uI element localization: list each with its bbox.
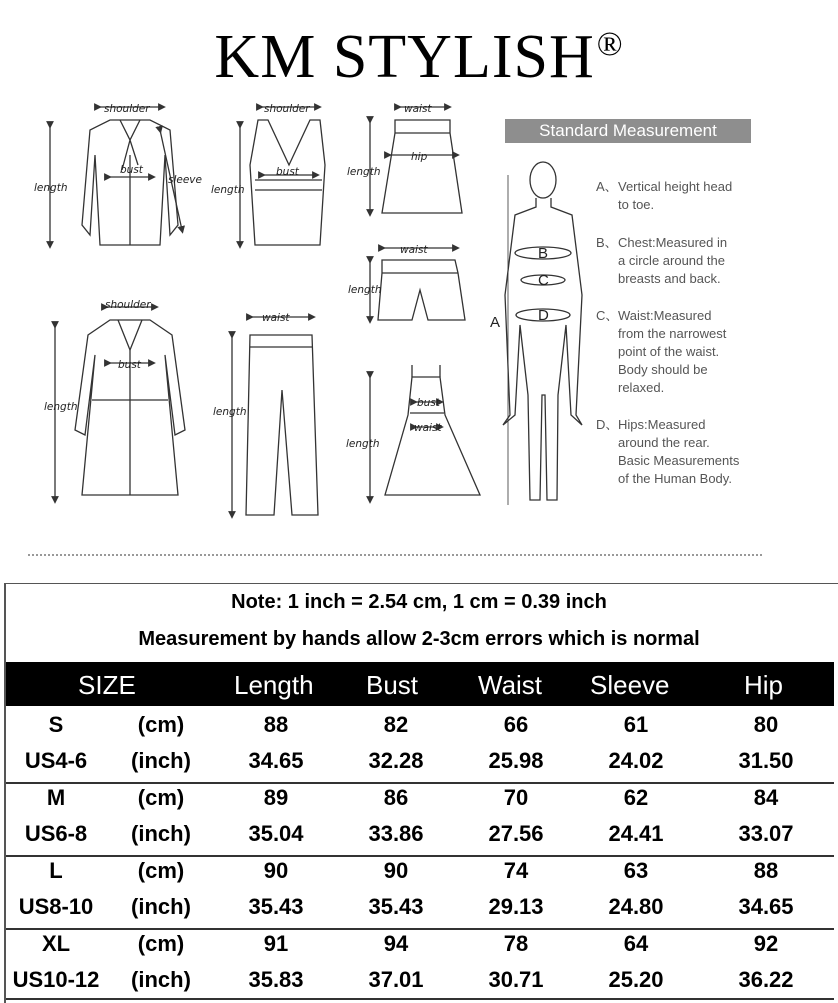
svg-text:B: B	[538, 245, 549, 262]
brand-title: KM STYLISH®	[214, 23, 624, 91]
measurement-value: 86	[383, 785, 409, 810]
svg-text:length: length	[213, 406, 247, 418]
measurement-value: 33.07	[738, 821, 794, 846]
svg-text:bust: bust	[118, 359, 141, 371]
measurement-value: 34.65	[738, 894, 794, 919]
unit-label: (cm)	[137, 785, 185, 810]
std-item-c: C、 Waist:Measured from the narrowest point of the waist. Body should be relaxed.	[596, 308, 727, 395]
measurement-value: 61	[623, 712, 649, 737]
svg-text:waist: waist	[404, 103, 432, 115]
measurement-value: 35.04	[248, 821, 304, 846]
measurement-value: 78	[503, 931, 529, 956]
measurement-value: 88	[753, 858, 779, 883]
svg-text:bust: bust	[120, 164, 143, 176]
measurement-value: 30.71	[488, 967, 544, 992]
size-label: M	[46, 785, 66, 810]
measurement-value: 35.83	[248, 967, 304, 992]
header-length: Length	[234, 670, 314, 700]
measurement-value: 27.56	[488, 821, 544, 846]
note-errors: Measurement by hands allow 2-3cm errors which is normal	[138, 628, 700, 650]
unit-label: (inch)	[131, 894, 191, 919]
row-divider	[6, 998, 834, 1000]
svg-text:shoulder: shoulder	[104, 103, 150, 115]
std-item-a: A、 Vertical height head to toe.	[596, 179, 733, 212]
measurement-value: 74	[503, 858, 529, 883]
measurement-value: 92	[753, 931, 779, 956]
human-body-sketch	[503, 162, 582, 505]
header-waist: Waist	[478, 670, 543, 700]
svg-text:D: D	[538, 307, 549, 324]
header-bust: Bust	[366, 670, 419, 700]
note-conversion: Note: 1 inch = 2.54 cm, 1 cm = 0.39 inch	[231, 591, 607, 613]
measurement-value: 62	[623, 785, 649, 810]
std-item-d: D、 Hips:Measured around the rear. Basic Measurements of the Human Body.	[596, 417, 740, 486]
measurement-value: 24.02	[608, 748, 664, 773]
measurement-value: 82	[383, 712, 409, 737]
unit-label: (inch)	[131, 967, 191, 992]
dotted-divider	[28, 554, 762, 556]
measurement-value: 24.41	[608, 821, 664, 846]
measurement-value: 70	[503, 785, 529, 810]
svg-text:shoulder: shoulder	[264, 103, 310, 115]
measurement-value: 36.22	[738, 967, 794, 992]
header-hip: Hip	[744, 670, 784, 700]
us-size: US6-8	[24, 821, 88, 846]
unit-label: (inch)	[131, 748, 191, 773]
svg-text:length: length	[347, 166, 381, 178]
svg-text:length: length	[34, 182, 68, 194]
measurement-value: 25.20	[608, 967, 664, 992]
blouse-sketch	[50, 107, 182, 245]
size-label: XL	[41, 931, 71, 956]
svg-text:C: C	[538, 272, 549, 289]
svg-text:length: length	[211, 184, 245, 196]
header-sleeve: Sleeve	[590, 670, 670, 700]
svg-text:length: length	[44, 401, 78, 413]
measurement-value: 90	[263, 858, 289, 883]
unit-label: (cm)	[137, 858, 185, 883]
measurement-value: 91	[263, 931, 289, 956]
measurement-value: 37.01	[368, 967, 424, 992]
measurement-value: 24.80	[608, 894, 664, 919]
measurement-value: 64	[623, 931, 649, 956]
measurement-value: 90	[383, 858, 409, 883]
measurement-value: 66	[503, 712, 529, 737]
us-size: US10-12	[12, 967, 100, 992]
unit-label: (cm)	[137, 931, 185, 956]
std-item-b: B、 Chest:Measured in a circle around the breasts and back.	[596, 235, 728, 286]
svg-text:waist: waist	[400, 244, 428, 256]
measurement-value: 88	[263, 712, 289, 737]
svg-text:hip: hip	[411, 151, 428, 163]
measurement-value: 25.98	[488, 748, 544, 773]
svg-text:A: A	[490, 314, 501, 331]
unit-label: (cm)	[137, 712, 185, 737]
svg-text:shoulder: shoulder	[105, 299, 151, 311]
svg-text:length: length	[348, 284, 382, 296]
measurement-value: 80	[753, 712, 779, 737]
svg-text:bust: bust	[417, 397, 440, 409]
standard-measurement-heading: Standard Measurement	[505, 119, 751, 143]
shorts-sketch	[370, 248, 465, 320]
header-size: SIZE	[78, 670, 136, 700]
svg-text:length: length	[346, 438, 380, 450]
size-table-header	[6, 662, 834, 706]
measurement-value: 94	[383, 931, 409, 956]
measurement-value: 84	[753, 785, 779, 810]
measurement-value: 35.43	[368, 894, 424, 919]
unit-label: (inch)	[131, 821, 191, 846]
svg-text:waist: waist	[262, 312, 290, 324]
us-size: US4-6	[24, 748, 88, 773]
measurement-value: 32.28	[368, 748, 424, 773]
measurement-value: 35.43	[248, 894, 304, 919]
measurement-value: 63	[623, 858, 649, 883]
size-label: L	[49, 858, 63, 883]
size-label: S	[48, 712, 64, 737]
us-size: US8-10	[18, 894, 94, 919]
measurement-value: 89	[263, 785, 289, 810]
svg-text:sleeve: sleeve	[168, 174, 202, 186]
svg-text:waist: waist	[414, 422, 442, 434]
measurement-value: 31.50	[738, 748, 794, 773]
measurement-value: 29.13	[488, 894, 544, 919]
measurement-value: 33.86	[368, 821, 424, 846]
svg-text:bust: bust	[276, 166, 299, 178]
measurement-value: 34.65	[248, 748, 304, 773]
